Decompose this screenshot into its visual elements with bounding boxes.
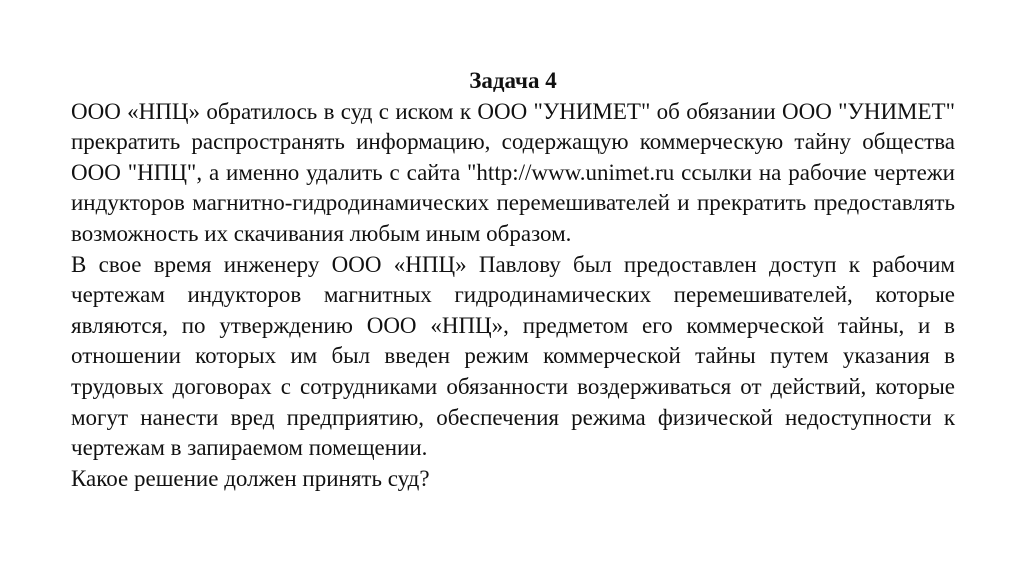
task-slide — [71, 66, 955, 494]
task-title: Задача 4 — [469, 68, 557, 93]
task-question-paragraph: Какое решение должен принять суд? — [71, 465, 430, 491]
task-facts-paragraph: В свое время инженеру ООО «НПЦ» Павлову был предоставлен доступ к рабочим чертежам индукторов магнитных гидродинамических перемешивателей, которые являются, по утверждению ООО «НПЦ», предметом его коммерческой тайны, и в отношении которых им был введен режим коммерческой тайны путем указания в трудовых договорах с сотрудниками обязанности воздерживаться от действий, которые могут нанести вред предприятию, обеспечения режима физической недоступности к чертежам в запираемом помещении. — [71, 251, 955, 461]
task-claim-paragraph: ООО «НПЦ» обратилось в суд с иском к ООО "УНИМЕТ" об обязании ООО "УНИМЕТ" прекратить распространять информацию, содержащую коммерческую тайну общества ООО "НПЦ", а именно удалить с сайта "http://www.unimet.ru ссылки на рабочие чертежи индукторов магнитно-гидродинамических перемешивателей и прекратить предоставлять возможность их скачивания любым иным образом. — [71, 98, 955, 246]
